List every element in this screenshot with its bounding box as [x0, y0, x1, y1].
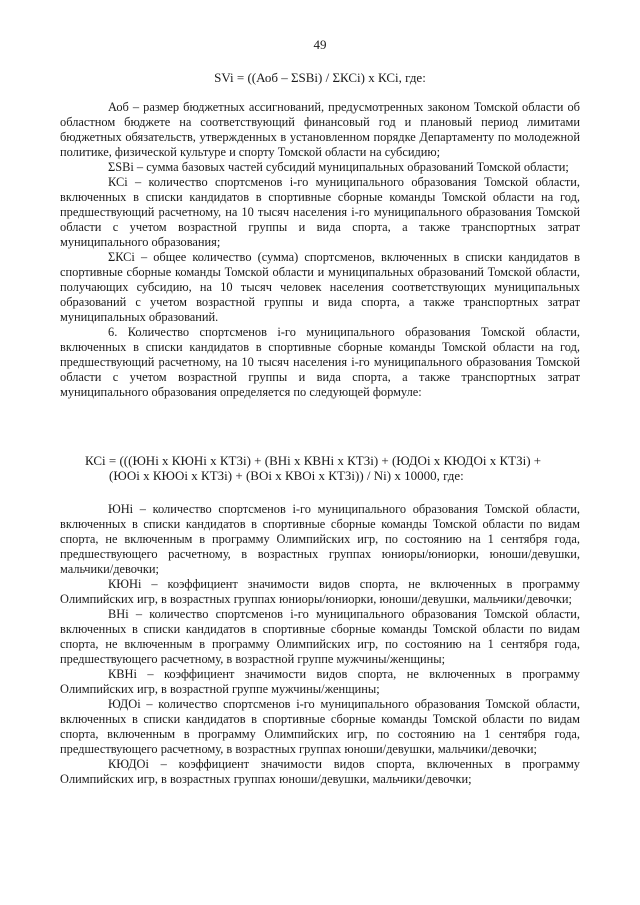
formula-ksi [85, 453, 585, 483]
definition-kyuni: КЮНi – коэффициент значимости видов спорта, не включенных в программу Олимпийских игр, в возрастных группах юниоры/юниорки, юноши/девушки, мальчики/девочки; [60, 577, 580, 606]
definition-ksi: КСi – количество спортсменов i-го муниципального образования Томской области, включенных в списки кандидатов в спортивные сборные команды Томской области на год, предшествующий расчетному, на 10 тысяч населения i-го муниципального образования Томской области с учетом возрастной группы и вида спорта, а также транспортных затрат муниципального образования; [60, 175, 580, 249]
definition-vni: ВНi – количество спортсменов i-го муниципального образования Томской области, включенных в списки кандидатов в спортивные сборные команды Томской области по видам спорта, не включенным в программу Олимпийских игр, по состоянию на 1 сентября года, предшествующего расчетному, в возрастной группе мужчины/женщины; [60, 607, 580, 666]
formula-ksi-line-1: КСi = (((ЮНi х КЮНi х КТЗi) + (ВНi х КВНi х КТЗi) + (ЮДОi х КЮДОi х КТЗi) + [85, 453, 542, 468]
definition-sum-ksi: ΣКСi – общее количество (сумма) спортсменов, включенных в списки кандидатов в спортивные сборные команды Томской области и муниципальных образований Томской области, получающих субсидию, на 10 тысяч человек населения соответствующих муниципальных образований с учетом возрастной группы и вида спорта, а также транспортных затрат муниципальных образований. [60, 250, 580, 324]
definitions-block-1 [60, 100, 580, 400]
definition-sum-sbi: ΣSBi – сумма базовых частей субсидий муниципальных образований Томской области; [108, 160, 569, 174]
clause-6: 6. Количество спортсменов i-го муниципального образования Томской области, включенных в списки кандидатов в спортивные сборные команды Томской области на год, предшествующий расчетному, на 10 тысяч населения i-го муниципального образования Томской области с учетом возрастной группы и вида спорта, а также транспортных затрат муниципального образования определяется по следующей формуле: [60, 325, 580, 399]
definitions-block-2 [60, 502, 580, 787]
definition-aob: Аоб – размер бюджетных ассигнований, предусмотренных законом Томской области об областном бюджете на соответствующий финансовый год и плановый период лимитами бюджетных обязательств, утвержденных в установленном порядке Департаменту по молодежной политике, физической культуре и спорту Томской области на субсидию; [60, 100, 580, 159]
definition-yudoi: ЮДОi – количество спортсменов i-го муниципального образования Томской области, включенных в списки кандидатов в спортивные сборные команды Томской области по видам спорта, включенным в программу Олимпийских игр, по состоянию на 1 сентября года, предшествующего расчетному, в возрастных группах юноши/девушки, мальчики/девочки; [60, 697, 580, 756]
definition-yuni: ЮНi – количество спортсменов i-го муниципального образования Томской области, включенных в списки кандидатов в спортивные сборные команды Томской области по видам спорта, не включенным в программу Олимпийских игр, по состоянию на 1 сентября года, предшествующего расчетному, в возрастных группах юниоры/юниорки, юноши/девушки, мальчики/девочки; [60, 502, 580, 576]
page-number: 49 [313, 37, 327, 52]
definition-kyudoi: КЮДОi – коэффициент значимости видов спорта, включенных в программу Олимпийских игр, в возрастных группах юноши/девушки, мальчики/девочки; [60, 757, 580, 786]
formula-svi: SVi = ((Аоб – ΣSBi) / ΣКСi) х КСi, где: [214, 70, 426, 85]
definition-kvni: КВНi – коэффициент значимости видов спорта, не включенных в программу Олимпийских игр, в возрастной группе мужчины/женщины; [60, 667, 580, 696]
formula-ksi-line-2: (ЮОi х КЮОi х КТЗi) + (ВОi х КВОi х КТЗi)) / Ni) х 10000, где: [109, 468, 464, 483]
